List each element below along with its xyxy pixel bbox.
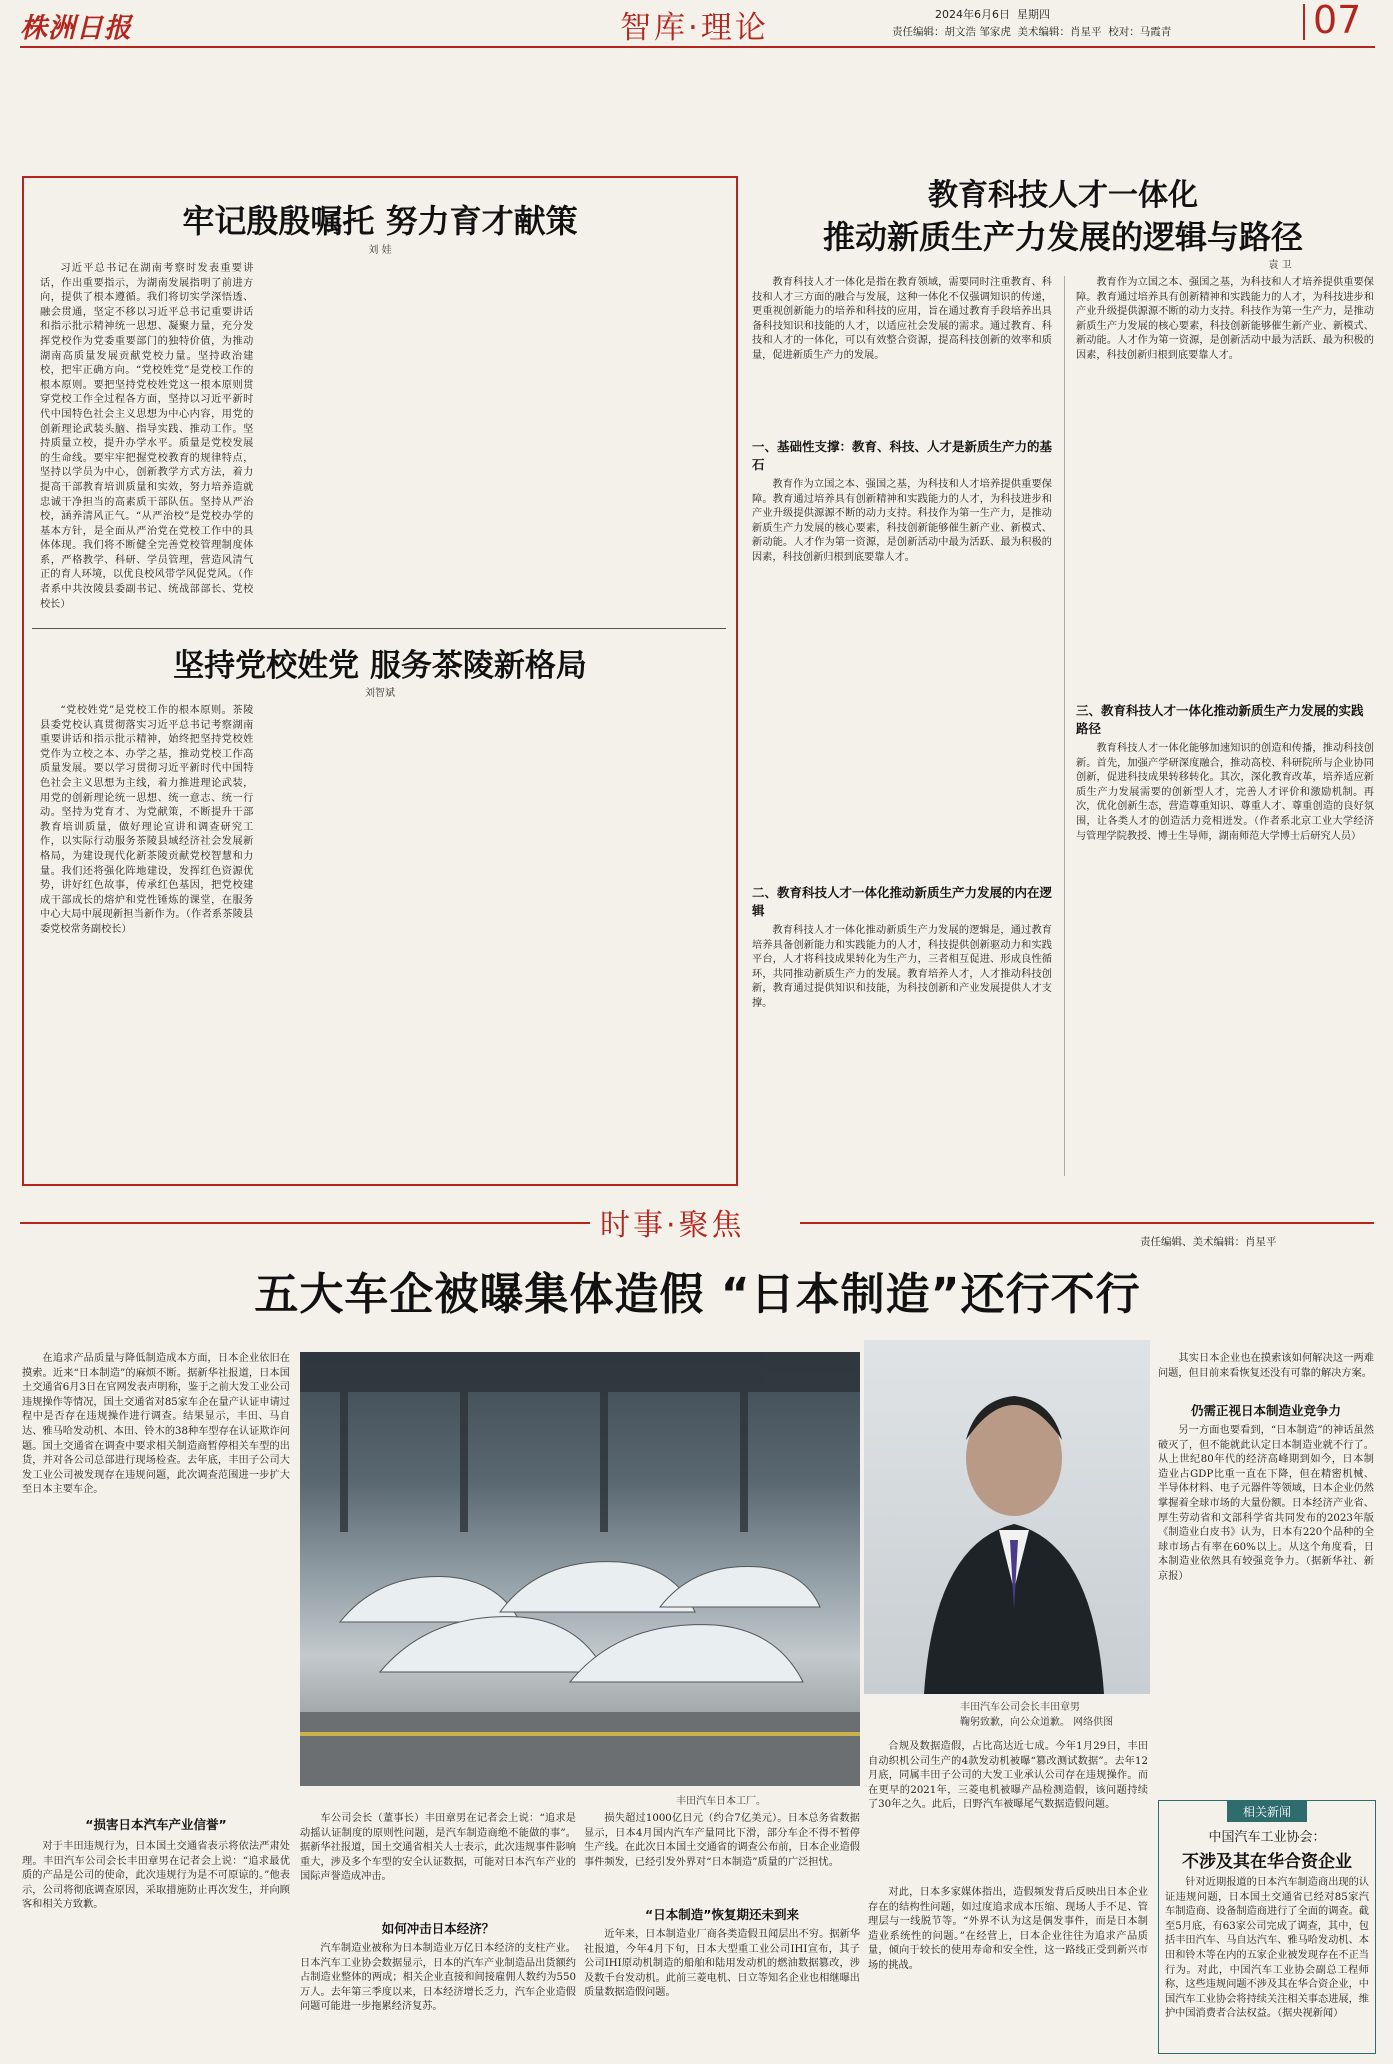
article1-text: 习近平总书记在湖南考察时发表重要讲话，作出重要指示，为湖南发展指明了前进方向，提供了根本遵循。我们将切实学深悟透、融会贯通，坚定不移以习近平总书记重要讲话和指示批示精神统一思想、凝聚力量，充分发挥党校作为党委重要部门的独特价值，为推动湖南高质量发展贡献党校力量。坚持政治建校，把牢正确方向。“党校姓党”是党校工作的根本原则。要把坚持党校姓党这一根本原则贯穿党校工作全过程各方面，坚持以习近平新时代中国特色社会主义思想为中心内容，用党的创新理论武装头脑、指导实践、推动工作。坚持质量立校，提升办学水平。质量是党校发展的生命线。要牢牢把握党校教育的规律特点，坚持以学员为中心，创新教学方式方法，着力提高干部教育培训质量和实效，努力培养造就忠诚干净担当的高素质干部队伍。坚持从严治校，涵养清风正气。“从严治校”是党校办学的基本方针，是全面从严治党在党校工作中的具体体现。我们将不断健全完善党校管理制度体系，严格教学、科研、学员管理，营造风清气正的育人环境，以优良校风带学风促党风。（作者系中共汝陵县委副书记、统战部部长、党校校长） xyxy=(40,263,254,610)
page-number: 07 xyxy=(1313,0,1362,42)
article3-section2-title: 二、教育科技人才一体化推动新质生产力发展的内在逻辑 xyxy=(752,885,1053,918)
issue-date xyxy=(935,6,1050,22)
article4-col5 xyxy=(1158,1352,1374,1792)
proofreader: 校对：马霞青 xyxy=(1108,26,1172,38)
toyoda-photo xyxy=(864,1340,1150,1694)
article4-col3 xyxy=(584,1812,860,2052)
article4-col1-text: 在追求产品质量与降低制造成本方面，日本企业依旧在摸索。近来“日本制造”的麻烦不断。据新华社报道，日本国土交通省6月3日在官网发表声明称，鉴于之前大发工业公司违规操作等情况，国土交通省对85家车企在量产认证申请过程中是否存在违规操作进行调查。结果显示，丰田、马自达、雅马哈发动机、本田、铃木的38种车型存在认证欺诈问题。国土交通省在调查中要求相关制造商暂停相关车型的出货，并对各公司总部进行现场检查。去年底，丰田子公司大发工业公司被发现存在违规问题，此次调查范围进一步扩大至日本主要车企。 xyxy=(22,1353,290,1496)
article3-section3-body: 教育科技人才一体化能够加速知识的创造和传播，推动科技创新。首先，加强产学研深度融合，推动高校、科研院所与企业协同创新，促进科技成果转移转化。其次，深化教育改革，培养适应新质生产力发展需要的创新型人才，完善人才评价和激励机制。再次，优化创新生态，营造尊重知识、尊重人才、尊重创造的良好氛围，让各类人才的创造活力竞相迸发。（作者系北京工业大学经济与管理学院教授、博士生导师，湖南师范大学博士后研究人员） xyxy=(1076,743,1374,842)
article4-col5-subhead: 仍需正视日本制造业竞争力 xyxy=(1190,1403,1341,1418)
factory-illustration xyxy=(300,1352,860,1786)
article4-col1-subhead: “损害日本汽车产业信誉” xyxy=(85,1817,227,1832)
article4-col1b-text: 对于丰田违规行为，日本国土交通省表示将依法严肃处理。丰田汽车公司会长丰田章男在记者会上说：“追求最优质的产品是公司的使命，此次违规行为是不可原谅的。”他表示，公司将彻底调查原因，采取措施防止再次发生，并向顾客和相关方致歉。 xyxy=(22,1841,290,1911)
article4-col2-subhead: 如何冲击日本经济？ xyxy=(381,1921,495,1936)
article4-col4b-text: 对此，日本多家媒体指出，造假频发背后反映出日本企业存在的结构性问题，如过度追求成本压缩、现场人手不足、管理层与一线脱节等。“外界不认为这是偶发事件，而是日本制造业系统性的问题。”在经营上，日本企业往往为追求产品质量，倾向于较长的使用寿命和安全性，这一路线正受到新兴市场的挑战。 xyxy=(868,1887,1148,1971)
article3-title-line1: 教育科技人才一体化 xyxy=(928,178,1198,213)
news-rule-left xyxy=(20,1222,590,1224)
article4-col5b-text: 另一方面也要看到，“日本制造”的神话虽然破灭了，但不能就此认定日本制造业就不行了。从上世纪80年代的经济高峰期到如今，日本制造业占GDP比重一直在下降，但在精密机械、半导体材料、电子元器件等领域，日本企业仍然掌握着全球市场的大量份额。日本经济产业省、厚生劳动省和文部科学省共同发布的2023年版《制造业白皮书》认为，日本有220个品种的全球市场占有率在60%以上。从这个角度看，日本制造业依然具有较强竞争力。（据新华社、新京报） xyxy=(1158,1425,1374,1582)
article4-title: 五大车企被曝集体造假 “日本制造”还行不行 xyxy=(254,1269,1141,1320)
related-news-box xyxy=(1158,1800,1376,2054)
article1-title: 牢记殷殷嘱托 努力育才献策 xyxy=(182,202,578,240)
article3-intro: 教育科技人才一体化是指在教育领域，需要同时注重教育、科技和人才三方面的融合与发展，这种一体化不仅强调知识的传递，更重视创新能力的培养和科技的应用，旨在通过教育手段培养出具备科技知识和技能的人才，以适应社会发展的需求。通过教育、科技和人才的一体化，可以有效整合资源，提高科技创新的效率和质量，促进新质生产力的发展。 xyxy=(752,277,1052,361)
related-news-kicker: 中国汽车工业协会： xyxy=(1208,1830,1326,1845)
editor-credits xyxy=(892,24,1171,39)
news-editors: 责任编辑、美术编辑：肖星平 xyxy=(1140,1236,1277,1248)
related-news-title: 不涉及其在华合资企业 xyxy=(1182,1852,1352,1872)
article4-col3b-text: 近年来，日本制造业厂商各类造假丑闻层出不穷。据新华社报道，今年4月下旬，日本大型重工业公司IHI宣布，其子公司IHI原动机制造的船舶和陆用发动机的燃油数据篡改，涉及数千台发动机。此前三菱电机、日立等知名企业也相继曝出质量数据造假问题。 xyxy=(584,1929,860,1999)
article-divider xyxy=(32,628,726,629)
related-news-body: 针对近期报道的日本汽车制造商出现的认证违规问题，日本国土交通省已经对85家汽车制造商、设备制造商进行了全面的调查。截至5月底，有63家公司完成了调查，其中，包括丰田汽车、马自达汽车、雅马哈发动机、本田和铃木等在内的五家企业被发现存在不正当行为。对此，中国汽车工业协会副总工程师称，这些违规问题不涉及其在华合资企业，中国汽车工业协会将持续关注相关事态进展，维护中国消费者合法权益。（据央视新闻） xyxy=(1165,1877,1369,2020)
article4-col2b-text: 汽车制造业被称为日本制造业万亿日本经济的支柱产业。日本汽车工业协会数据显示，日本的汽车产业制造品出货额约占制造业整体的两成；相关企业直接和间接雇佣人数约为550万人。去年第三季度以来，日本经济增长乏力，汽车企业造假问题可能进一步拖累经济复苏。 xyxy=(300,1943,576,2013)
article4-col1 xyxy=(22,1352,290,2052)
article3-section3-lead: 教育作为立国之本、强国之基，为科技和人才培养提供重要保障。教育通过培养具有创新精神和实践能力的人才，为科技进步和产业升级提供源源不断的动力支持。科技作为第一生产力，是推动新质生产力发展的核心要素，科技创新能够催生新产业、新模式、新动能。人才作为第一资源，是创新活动中最为活跃、最为积极的因素，科技创新归根到底要靠人才。 xyxy=(1076,277,1374,361)
page-no-divider xyxy=(1303,4,1305,40)
article1-body xyxy=(40,262,720,610)
portrait-illustration xyxy=(864,1340,1150,1694)
designer: 美术编辑：肖星平 xyxy=(1017,26,1102,38)
toyoda-caption-line1: 丰田汽车公司会长丰田章男 xyxy=(960,1702,1080,1713)
article3-author: 袁 卫 xyxy=(1268,260,1292,271)
article3-section1-title: 一、基础性支撑：教育、科技、人才是新质生产力的基石 xyxy=(752,439,1053,472)
article2-author: 刘智斌 xyxy=(365,688,395,699)
section-title: 智库·理论 xyxy=(620,10,769,46)
article1-author: 刘 娃 xyxy=(368,245,392,256)
article4-col2 xyxy=(300,1812,576,2052)
article4-col5-text: 其实日本企业也在摸索该如何解决这一两难问题，但目前来看恢复还没有可靠的解决方案。 xyxy=(1158,1353,1374,1379)
masthead-rule xyxy=(20,46,1375,48)
article3-column-rule xyxy=(1064,276,1065,1176)
news-section-label: 时事·聚焦 xyxy=(600,1208,745,1243)
article2-title: 坚持党校姓党 服务茶陵新格局 xyxy=(173,648,587,684)
article3-section2-body: 教育科技人才一体化推动新质生产力发展的逻辑是，通过教育培养具备创新能力和实践能力的人才，科技提供创新驱动力和实践平台，人才将科技成果转化为生产力，三者相互促进、形成良性循环，共同推动新质生产力的发展。教育培养人才，人才推动科技创新，教育通过提供知识和技能，为科技创新和产业发展提供人才支撑。 xyxy=(752,925,1052,1009)
toyoda-caption-line2: 鞠躬致歉，向公众道歉。 网络供图 xyxy=(960,1717,1114,1728)
article4-col2-text: 车公司会长（董事长）丰田章男在记者会上说：“追求是动摇认证制度的原则性问题，是汽车制造商绝不能做的事”。据新华社报道，国土交通省相关人士表示，此次违规事件影响重大，涉及多个车型的安全认证数据，可能对日本汽车产业的国际声誉造成冲击。 xyxy=(300,1813,576,1883)
article3-section3-title: 三、教育科技人才一体化推动新质生产力发展的实践路径 xyxy=(1076,703,1364,736)
article2-body xyxy=(40,704,720,1166)
toyoda-photo-caption xyxy=(960,1700,1160,1730)
article4-col3-text: 损失超过1000亿日元（约合7亿美元）。日本总务省数据显示，日本4月国内汽车产量同比下滑，部分车企不得不暂停生产线。在此次日本国土交通省的调查公布前，日本企业造假事件频发，已经引发外界对“日本制造”质量的广泛担忧。 xyxy=(584,1813,860,1868)
article2-text: “党校姓党”是党校工作的根本原则。茶陵县委党校认真贯彻落实习近平总书记考察湖南重要讲话和指示批示精神，始终把坚持党校姓党作为立校之本、办学之基，推动党校工作高质量发展。要以学习贯彻习近平新时代中国特色社会主义思想为主线，着力推进理论武装，用党的创新理论统一思想、统一意志、统一行动。坚持为党育才、为党献策，不断提升干部教育培训质量，做好理论宣讲和调查研究工作，以实际行动服务茶陵县域经济社会发展新格局，为建设现代化新茶陵贡献党校智慧和力量。我们还将强化阵地建设，发挥红色资源优势，讲好红色故事，传承红色基因，把党校建成干部成长的熔炉和党性锤炼的课堂，在服务中心大局中展现新担当新作为。（作者系茶陵县委党校常务副校长） xyxy=(40,705,254,935)
weekday: 星期四 xyxy=(1017,8,1050,21)
article4-col4-text: 合规及数据造假，占比高达近七成。今年1月29日，丰田自动织机公司生产的4款发动机被曝“篡改测试数据”。去年12月底，同属丰田子公司的大发工业承认公司存在违规操作。而在更早的2021年，三菱电机被曝产品检测造假，该问题持续了30年之久。此后，日野汽车被曝尾气数据造假问题。 xyxy=(868,1741,1148,1811)
article4-col4 xyxy=(868,1740,1148,2052)
article3-col-right xyxy=(1076,276,1374,1176)
factory-photo xyxy=(300,1352,860,1786)
date: 2024年6月6日 xyxy=(935,8,1010,21)
factory-photo-caption: 丰田汽车日本工厂。 xyxy=(676,1796,766,1807)
paper-name: 株洲日报 xyxy=(20,13,132,44)
article3-col-left xyxy=(752,276,1052,1176)
article4-col3-subhead: “日本制造”恢复期还未到来 xyxy=(645,1907,799,1922)
article3-title-line2: 推动新质生产力发展的逻辑与路径 xyxy=(822,218,1303,256)
editors: 责任编辑：胡文浩 邹家虎 xyxy=(892,26,1011,38)
related-news-label: 相关新闻 xyxy=(1227,1801,1307,1822)
news-rule-right xyxy=(800,1222,1374,1224)
article3-section1-body: 教育作为立国之本、强国之基，为科技和人才培养提供重要保障。教育通过培养具有创新精神和实践能力的人才，为科技进步和产业升级提供源源不断的动力支持。科技作为第一生产力，是推动新质生产力发展的核心要素，科技创新能够催生新产业、新模式、新动能。人才作为第一资源，是创新活动中最为活跃、最为积极的因素，科技创新归根到底要靠人才。 xyxy=(752,479,1052,563)
